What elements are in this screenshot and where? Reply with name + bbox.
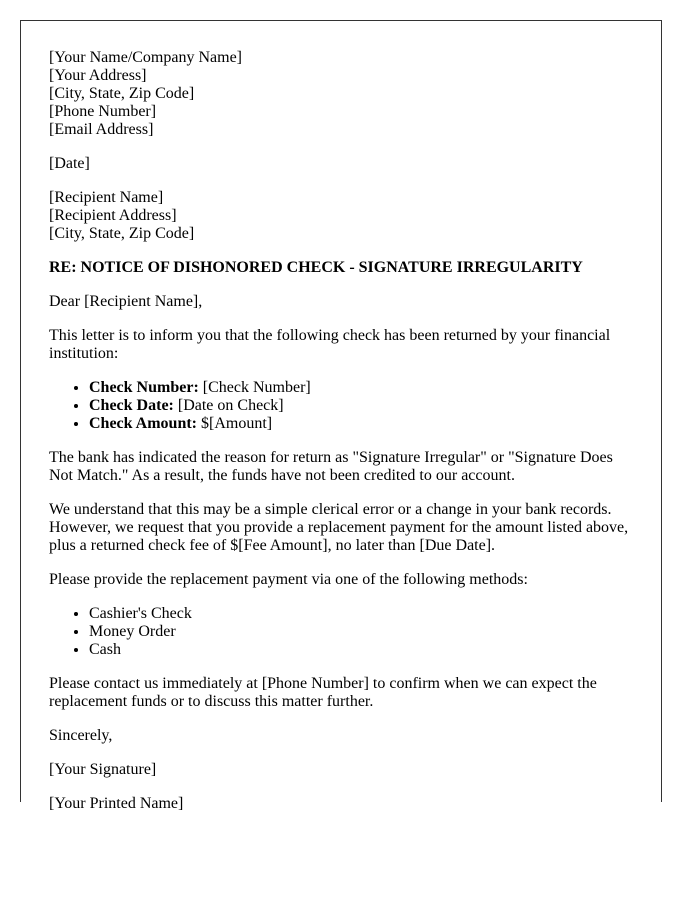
salutation: Dear [Recipient Name], xyxy=(49,293,203,310)
check-date-item xyxy=(89,397,633,415)
payment-methods-list xyxy=(49,605,633,659)
intro-paragraph: This letter is to inform you that the following check has been returned by your financial institution: xyxy=(49,327,611,362)
payment-method-cash: • Cash xyxy=(89,641,633,659)
check-number-item xyxy=(89,379,633,397)
recipient-address-line: [Recipient Address] xyxy=(49,207,177,224)
contact-paragraph: Please contact us immediately at [Phone Number] to confirm when we can expect the replacement funds or to discuss this matter further. xyxy=(49,675,597,710)
sender-name-line: [Your Name/Company Name] xyxy=(49,49,243,66)
recipient-address-block xyxy=(49,189,633,243)
payment-method-cashiers-check: • Cashier's Check xyxy=(89,605,633,623)
sender-phone-line: [Phone Number] xyxy=(49,103,157,120)
sender-address-line: [Your Address] xyxy=(49,67,147,84)
letter-page xyxy=(20,20,662,812)
subject-line: RE: NOTICE OF DISHONORED CHECK - SIGNATURE IRREGULARITY xyxy=(49,259,583,276)
check-amount-value: $[Amount] xyxy=(201,415,273,432)
recipient-city-state-zip-line: [City, State, Zip Code] xyxy=(49,225,195,242)
signature-placeholder: [Your Signature] xyxy=(49,761,157,778)
check-details-list xyxy=(49,379,633,433)
check-amount-label: Check Amount: xyxy=(89,415,198,432)
check-amount-item xyxy=(89,415,633,433)
sender-email-line: [Email Address] xyxy=(49,121,154,138)
check-number-value: [Check Number] xyxy=(202,379,311,396)
reason-paragraph: The bank has indicated the reason for return as "Signature Irregular" or "Signature Does Not Match." As a result, the funds have not been credited to our account. xyxy=(49,449,613,484)
date-line: [Date] xyxy=(49,155,90,172)
check-date-value: [Date on Check] xyxy=(177,397,284,414)
sender-address-block xyxy=(49,49,633,139)
check-date-label: Check Date: xyxy=(89,397,174,414)
recipient-name-line: [Recipient Name] xyxy=(49,189,164,206)
sender-city-state-zip-line: [City, State, Zip Code] xyxy=(49,85,195,102)
request-paragraph: We understand that this may be a simple clerical error or a change in your bank records. However, we request that you provide a replacement payment for the amount listed above, plus a returned check fee of $[Fee Amount], no later than [Due Date]. xyxy=(49,501,629,554)
payment-method-money-order: • Money Order xyxy=(89,623,633,641)
payment-methods-intro: Please provide the replacement payment via one of the following methods: xyxy=(49,571,528,588)
check-number-label: Check Number: xyxy=(89,379,199,396)
printed-name-placeholder: [Your Printed Name] xyxy=(49,795,184,812)
closing-line: Sincerely, xyxy=(49,727,113,744)
